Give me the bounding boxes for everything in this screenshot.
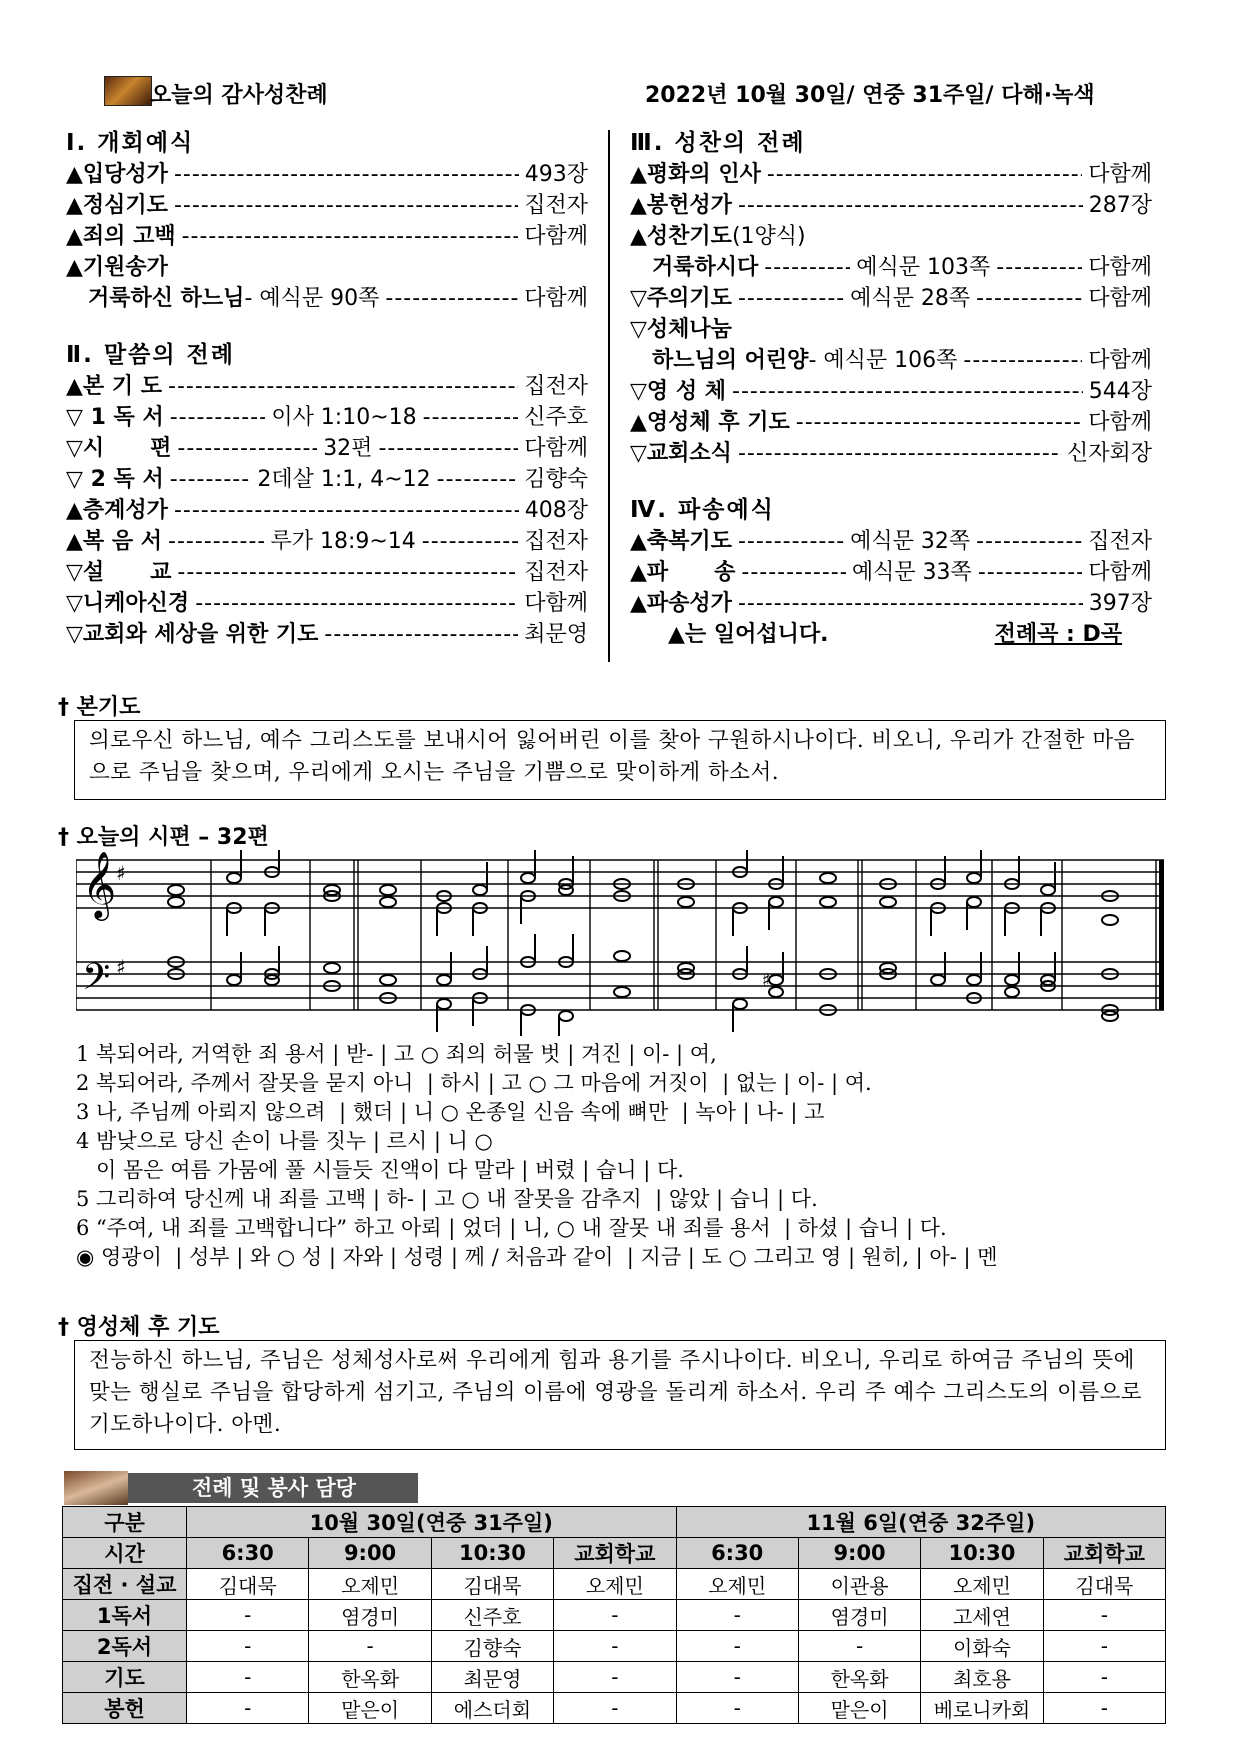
- duty-cell: -: [187, 1631, 309, 1662]
- dot-leader: [378, 433, 518, 464]
- duty-row-label: 봉헌: [63, 1693, 187, 1724]
- order-row: [66, 402, 588, 433]
- duty-cell: -: [798, 1631, 920, 1662]
- order-mid: 이사 1:10~18: [271, 405, 417, 430]
- order-item-name: [630, 159, 761, 190]
- dot-leader: [764, 252, 850, 283]
- order-row: [630, 526, 1152, 557]
- order-name-text: 영성체 후 기도: [646, 410, 790, 435]
- duty-row-label: 2독서: [63, 1631, 187, 1662]
- order-name-text: 시 편: [82, 436, 172, 461]
- duty-cell: 맡은이: [309, 1693, 431, 1724]
- duty-cell: 염경미: [798, 1600, 920, 1631]
- order-item-name: [66, 526, 162, 557]
- dot-leader: [177, 557, 518, 588]
- dot-leader: [996, 252, 1082, 283]
- dot-leader: [738, 190, 1083, 221]
- order-item-name: [630, 376, 726, 407]
- order-name-text: 파 송: [646, 560, 736, 585]
- order-right: 집전자: [1088, 529, 1153, 554]
- duty-cell: -: [554, 1693, 676, 1724]
- duty-time-header: 6:30: [187, 1538, 309, 1569]
- dot-leader: [324, 619, 518, 650]
- order-item-name: [630, 526, 732, 557]
- order-row: [66, 495, 588, 526]
- order-row: [66, 433, 588, 464]
- postcommunion-text: 전능하신 하느님, 주님은 성체성사로써 우리에게 힘과 용기를 주시나이다. 비오니, 우리로 하여금 주님의 뜻에 맞는 행실로 주님을 합당하게 섬기고, 주님의 이름에 영광을 돌리게 하소서. 우리 주 예수 그리스도의 이름으로 기도하나이다. 아멘.: [74, 1340, 1166, 1450]
- psalm-verse: 4 밤낮으로 당신 손이 나를 짓누 | 르시 | 니 ○: [76, 1129, 493, 1153]
- order-mark: ▲: [630, 162, 647, 187]
- order-row: [630, 407, 1152, 438]
- psalm-verse: 2 복되어라, 주께서 잘못을 묻지 아니 | 하시 | 고 ○ 그 마음에 거짓이 | 없는 | 이- | 여.: [76, 1071, 872, 1095]
- order-right: 544장: [1088, 379, 1152, 404]
- order-name-text: 설 교: [82, 560, 172, 585]
- order-name-text: 죄의 고백: [82, 224, 176, 249]
- order-item-name: 거룩하신 하느님: [88, 286, 245, 311]
- chant-setting: 전례곡 : D곡: [994, 622, 1122, 647]
- duty-cell: 맡은이: [798, 1693, 920, 1724]
- order-row: [630, 190, 1152, 221]
- duty-cell: -: [676, 1662, 798, 1693]
- order-right: 다함께: [524, 436, 588, 461]
- duty-cell: 베로니카회: [921, 1693, 1043, 1724]
- page-title: 오늘의 감사성찬례: [150, 83, 328, 108]
- order-right: 다함께: [1088, 410, 1152, 435]
- svg-text:♯: ♯: [116, 861, 126, 885]
- order-item-name: [630, 438, 732, 469]
- psalm-verse: 3 나, 주님께 아뢰지 않으려 | 했더 | 니 ○ 온종일 신음 속에 뼈만 | 녹아 | 나- | 고: [76, 1100, 825, 1124]
- duty-cell: 김대묵: [1043, 1569, 1165, 1600]
- dot-leader: [978, 557, 1082, 588]
- order-mid: 루가 18:9~14: [270, 529, 416, 554]
- duty-cell: 한옥화: [798, 1662, 920, 1693]
- order-right: 493장: [524, 162, 588, 187]
- order-item-name: [630, 557, 735, 588]
- duty-time-header: 6:30: [676, 1538, 798, 1569]
- order-item-name: [66, 588, 189, 619]
- order-item-name: [630, 283, 732, 314]
- order-row: [630, 588, 1152, 619]
- svg-text:𝄢: 𝄢: [82, 956, 111, 1007]
- order-mark: ▽: [66, 405, 83, 430]
- order-row: [66, 371, 588, 402]
- dot-leader: [177, 433, 317, 464]
- order-row: [66, 588, 588, 619]
- order-left-column: [66, 128, 588, 650]
- order-mark: ▲: [630, 529, 647, 554]
- table-row: [63, 1631, 1166, 1662]
- dot-leader: [741, 557, 845, 588]
- collect-text: 의로우신 하느님, 예수 그리스도를 보내시어 잃어버린 이를 찾아 구원하시나이다. 비오니, 우리가 간절한 마음으로 주님을 찾으며, 우리에게 오시는 주님을 기쁨으로 맞이하게 하소서.: [74, 720, 1166, 800]
- order-right: 다함께: [1088, 348, 1152, 373]
- duty-section-header: [64, 1473, 418, 1503]
- order-name-text: 2 독 서: [82, 467, 164, 492]
- order-item-name: [66, 371, 162, 402]
- duty-cell: -: [676, 1600, 798, 1631]
- duty-title: 전례 및 봉사 담당: [192, 1476, 356, 1500]
- order-item-name: [66, 221, 176, 252]
- order-item-name: [66, 252, 168, 283]
- section-heading: Ⅱ. 말씀의 전례: [66, 342, 235, 368]
- duty-cell: -: [554, 1662, 676, 1693]
- dot-leader: [385, 283, 518, 314]
- order-right: 287장: [1088, 193, 1152, 218]
- psalm-verse: ◉ 영광이 | 성부 | 와 ○ 성 | 자와 | 성령 | 께 / 처음과 같이 | 지금 | 도 ○ 그리고 영 | 원히, | 아- | 멘: [76, 1245, 998, 1269]
- order-mark: ▽: [66, 622, 83, 647]
- order-mark: ▲: [630, 591, 647, 616]
- duty-cell: -: [187, 1693, 309, 1724]
- duty-row-label: 기도: [63, 1662, 187, 1693]
- standing-note: [630, 619, 1152, 650]
- order-right: 집전자: [524, 374, 588, 399]
- order-label-row: [630, 221, 1152, 252]
- dot-leader: [767, 159, 1082, 190]
- psalm-verse: 1 복되어라, 거역한 죄 용서 | 받- | 고 ○ 죄의 허물 벗 | 겨진 | 이- | 여,: [76, 1042, 717, 1066]
- duty-table: [62, 1506, 1166, 1724]
- order-mark: ▲: [66, 224, 83, 249]
- duty-time-label: 시간: [63, 1538, 187, 1569]
- order-row: [66, 159, 588, 190]
- order-right: 다함께: [524, 591, 588, 616]
- dot-leader: [976, 526, 1082, 557]
- duty-photo-icon: [64, 1471, 128, 1505]
- order-mid: 예식문 103쪽: [856, 255, 991, 280]
- order-sub-row: [630, 252, 1152, 283]
- order-mark: ▽: [66, 436, 83, 461]
- order-name-text: 성찬기도: [646, 224, 732, 249]
- duty-row-label: 1독서: [63, 1600, 187, 1631]
- order-mid: 예식문 28쪽: [850, 286, 971, 311]
- order-name-text: 평화의 인사: [646, 162, 761, 187]
- order-right: 집전자: [524, 560, 588, 585]
- dot-leader: [170, 402, 266, 433]
- order-row: [66, 526, 588, 557]
- order-name-text: 복 음 서: [82, 529, 162, 554]
- duty-time-header: 9:00: [309, 1538, 431, 1569]
- section-heading: Ⅰ. 개회예식: [66, 130, 195, 156]
- duty-time-header: 교회학교: [1043, 1538, 1165, 1569]
- order-extra: - 예식문 106쪽: [808, 348, 958, 373]
- dot-leader: [174, 159, 519, 190]
- order-right: 408장: [524, 498, 588, 523]
- duty-cell: -: [1043, 1662, 1165, 1693]
- order-name-text: 성체나눔: [646, 317, 732, 342]
- column-divider: [608, 130, 610, 662]
- dot-leader: [422, 526, 518, 557]
- order-sub-row: [66, 283, 588, 314]
- order-extra: - 예식문 90쪽: [244, 286, 380, 311]
- order-mark: ▲: [66, 374, 83, 399]
- order-mark: ▽: [66, 591, 83, 616]
- duty-cell: -: [554, 1600, 676, 1631]
- order-item-name: [630, 314, 732, 345]
- order-label-row: [66, 252, 588, 283]
- order-mark: ▲: [630, 224, 647, 249]
- duty-cell: 최호용: [921, 1662, 1043, 1693]
- order-name-text: 기원송가: [82, 255, 168, 280]
- order-right: 다함께: [1088, 162, 1152, 187]
- order-item-name: [630, 407, 790, 438]
- duty-cell: 신주호: [431, 1600, 553, 1631]
- dot-leader: [168, 526, 264, 557]
- dot-leader: [738, 588, 1083, 619]
- liturgy-photo-icon: [104, 76, 152, 106]
- order-mark: ▽: [66, 560, 83, 585]
- duty-time-header: 10:30: [431, 1538, 553, 1569]
- order-item-name: [66, 464, 164, 495]
- order-row: [630, 438, 1152, 469]
- dot-leader: [738, 283, 844, 314]
- section-heading: Ⅲ. 성찬의 전례: [630, 130, 806, 156]
- order-right: 다함께: [524, 224, 588, 249]
- order-row: [66, 464, 588, 495]
- dot-leader: [168, 371, 518, 402]
- duty-col-label: 구분: [63, 1507, 187, 1538]
- duty-cell: 고세연: [921, 1600, 1043, 1631]
- order-item-name: [66, 159, 168, 190]
- order-item-name: [66, 433, 171, 464]
- order-extra: (1양식): [731, 224, 806, 249]
- order-mid: 예식문 32쪽: [850, 529, 971, 554]
- dot-leader: [976, 283, 1082, 314]
- duty-cell: 한옥화: [309, 1662, 431, 1693]
- order-name-text: 교회소식: [646, 441, 732, 466]
- order-right: 신주호: [524, 405, 589, 430]
- section-gap: [66, 314, 588, 340]
- duty-cell: 김향숙: [431, 1631, 553, 1662]
- svg-text:♯: ♯: [762, 970, 771, 991]
- duty-cell: 오제민: [309, 1569, 431, 1600]
- section-gap: [630, 469, 1152, 495]
- duty-cell: -: [1043, 1693, 1165, 1724]
- order-mark: ▲: [66, 162, 83, 187]
- order-row: [66, 619, 588, 650]
- duty-time-header: 10:30: [921, 1538, 1043, 1569]
- order-item-name: 거룩하시다: [652, 255, 759, 280]
- order-row: [630, 557, 1152, 588]
- duty-cell: -: [187, 1600, 309, 1631]
- table-row: [63, 1600, 1166, 1631]
- duty-cell: -: [676, 1693, 798, 1724]
- duty-cell: -: [309, 1631, 431, 1662]
- order-row: [66, 190, 588, 221]
- duty-time-header: 9:00: [798, 1538, 920, 1569]
- dot-leader: [174, 495, 519, 526]
- order-mid: 2데살 1:1, 4~12: [257, 467, 431, 492]
- order-mark: ▽: [66, 467, 83, 492]
- order-name-text: 입당성가: [82, 162, 168, 187]
- duty-cell: -: [554, 1631, 676, 1662]
- duty-cell: 오제민: [554, 1569, 676, 1600]
- order-item-name: [66, 190, 168, 221]
- dot-leader: [170, 464, 252, 495]
- order-name-text: 교회와 세상을 위한 기도: [82, 622, 319, 647]
- order-right: 다함께: [524, 286, 588, 311]
- standing-note-text: ▲는 일어섭니다.: [668, 622, 829, 647]
- duty-cell: 김대묵: [431, 1569, 553, 1600]
- duty-cell: 오제민: [921, 1569, 1043, 1600]
- order-name-text: 영 성 체: [646, 379, 726, 404]
- order-mark: ▽: [630, 441, 647, 466]
- table-row: [63, 1693, 1166, 1724]
- order-item-name: [66, 495, 168, 526]
- psalm-verse: 6 “주여, 내 죄를 고백합니다” 하고 아뢰 | 었더 | 니, ○ 내 잘못 내 죄를 용서 | 하셨 | 습니 | 다.: [76, 1216, 947, 1240]
- order-name-text: 본 기 도: [82, 374, 162, 399]
- duty-cell: -: [676, 1631, 798, 1662]
- order-right: 최문영: [524, 622, 588, 647]
- psalm-title: † 오늘의 시편 – 32편: [58, 825, 269, 850]
- dot-leader: [732, 376, 1083, 407]
- order-name-text: 층계성가: [82, 498, 168, 523]
- psalm-chant-score: [76, 850, 1172, 1036]
- duty-row-label: 집전 · 설교: [63, 1569, 187, 1600]
- order-right: 397장: [1088, 591, 1152, 616]
- order-label-row: [630, 314, 1152, 345]
- collect-title: † 본기도: [58, 695, 141, 720]
- order-row: [630, 283, 1152, 314]
- duty-cell: 최문영: [431, 1662, 553, 1693]
- table-row: [63, 1569, 1166, 1600]
- order-row: [630, 376, 1152, 407]
- duty-cell: 염경미: [309, 1600, 431, 1631]
- duty-cell: 이화숙: [921, 1631, 1043, 1662]
- order-mark: ▲: [630, 410, 647, 435]
- dot-leader: [738, 526, 844, 557]
- duty-cell: -: [1043, 1600, 1165, 1631]
- duty-time-header: 교회학교: [554, 1538, 676, 1569]
- duty-cell: 에스더회: [431, 1693, 553, 1724]
- dot-leader: [195, 588, 518, 619]
- dot-leader: [963, 345, 1082, 376]
- duty-cell: -: [187, 1662, 309, 1693]
- order-mark: ▲: [630, 193, 647, 218]
- order-item-name: [66, 619, 318, 650]
- order-mark: ▲: [66, 255, 83, 280]
- order-mark: ▲: [66, 193, 83, 218]
- svg-text:♯: ♯: [116, 955, 126, 979]
- duty-date-header: 11월 6일(연중 32주일): [676, 1507, 1166, 1538]
- order-item-name: [66, 557, 171, 588]
- dot-leader: [182, 221, 519, 252]
- order-right: 다함께: [1088, 286, 1153, 311]
- dot-leader: [174, 190, 518, 221]
- order-item-name: [630, 588, 732, 619]
- postcommunion-title: † 영성체 후 기도: [58, 1315, 220, 1340]
- order-right: 다함께: [1088, 560, 1152, 585]
- order-sub-row: [630, 345, 1152, 376]
- order-right: 집전자: [524, 193, 588, 218]
- svg-text:𝄞: 𝄞: [82, 850, 117, 918]
- psalm-text: [76, 1040, 1176, 1272]
- order-item-name: [630, 190, 732, 221]
- order-right: 다함께: [1088, 255, 1152, 280]
- order-right-column: [630, 128, 1152, 650]
- order-right: 김향숙: [524, 467, 589, 492]
- order-mid: 예식문 33쪽: [851, 560, 972, 585]
- order-mark: ▽: [630, 317, 647, 342]
- section-heading: Ⅳ. 파송예식: [630, 497, 775, 523]
- order-row: [66, 221, 588, 252]
- order-item-name: [630, 221, 732, 252]
- duty-cell: 오제민: [676, 1569, 798, 1600]
- order-mark: ▲: [630, 560, 647, 585]
- order-mark: ▲: [66, 529, 83, 554]
- order-right: 집전자: [524, 529, 589, 554]
- order-row: [630, 159, 1152, 190]
- order-mid: 32편: [323, 436, 373, 461]
- order-item-name: 하느님의 어린양: [652, 348, 809, 373]
- order-name-text: 봉헌성가: [646, 193, 732, 218]
- dot-leader: [437, 464, 519, 495]
- order-name-text: 주의기도: [646, 286, 732, 311]
- dot-leader: [423, 402, 519, 433]
- table-row: [63, 1662, 1166, 1693]
- duty-cell: 이관용: [798, 1569, 920, 1600]
- order-mark: ▽: [630, 379, 647, 404]
- psalm-verse: 이 몸은 여름 가뭄에 풀 시들듯 진액이 다 말라 | 버렸 | 습니 | 다.: [76, 1158, 684, 1182]
- dot-leader: [796, 407, 1082, 438]
- psalm-verse: 5 그리하여 당신께 내 죄를 고백 | 하- | 고 ○ 내 잘못을 감추지 | 않았 | 습니 | 다.: [76, 1187, 818, 1211]
- order-name-text: 파송성가: [646, 591, 732, 616]
- dot-leader: [738, 438, 1061, 469]
- order-name-text: 니케아신경: [82, 591, 190, 616]
- duty-date-header: 10월 30일(연중 31주일): [187, 1507, 677, 1538]
- order-mark: ▽: [630, 286, 647, 311]
- order-mark: ▲: [66, 498, 83, 523]
- order-item-name: [66, 402, 164, 433]
- order-right: 신자회장: [1066, 441, 1152, 466]
- order-row: [66, 557, 588, 588]
- order-name-text: 축복기도: [646, 529, 732, 554]
- order-name-text: 정심기도: [82, 193, 168, 218]
- duty-cell: -: [1043, 1631, 1165, 1662]
- service-date: 2022년 10월 30일/ 연중 31주일/ 다해·녹색: [645, 83, 1095, 108]
- duty-cell: 김대묵: [187, 1569, 309, 1600]
- order-name-text: 1 독 서: [82, 405, 164, 430]
